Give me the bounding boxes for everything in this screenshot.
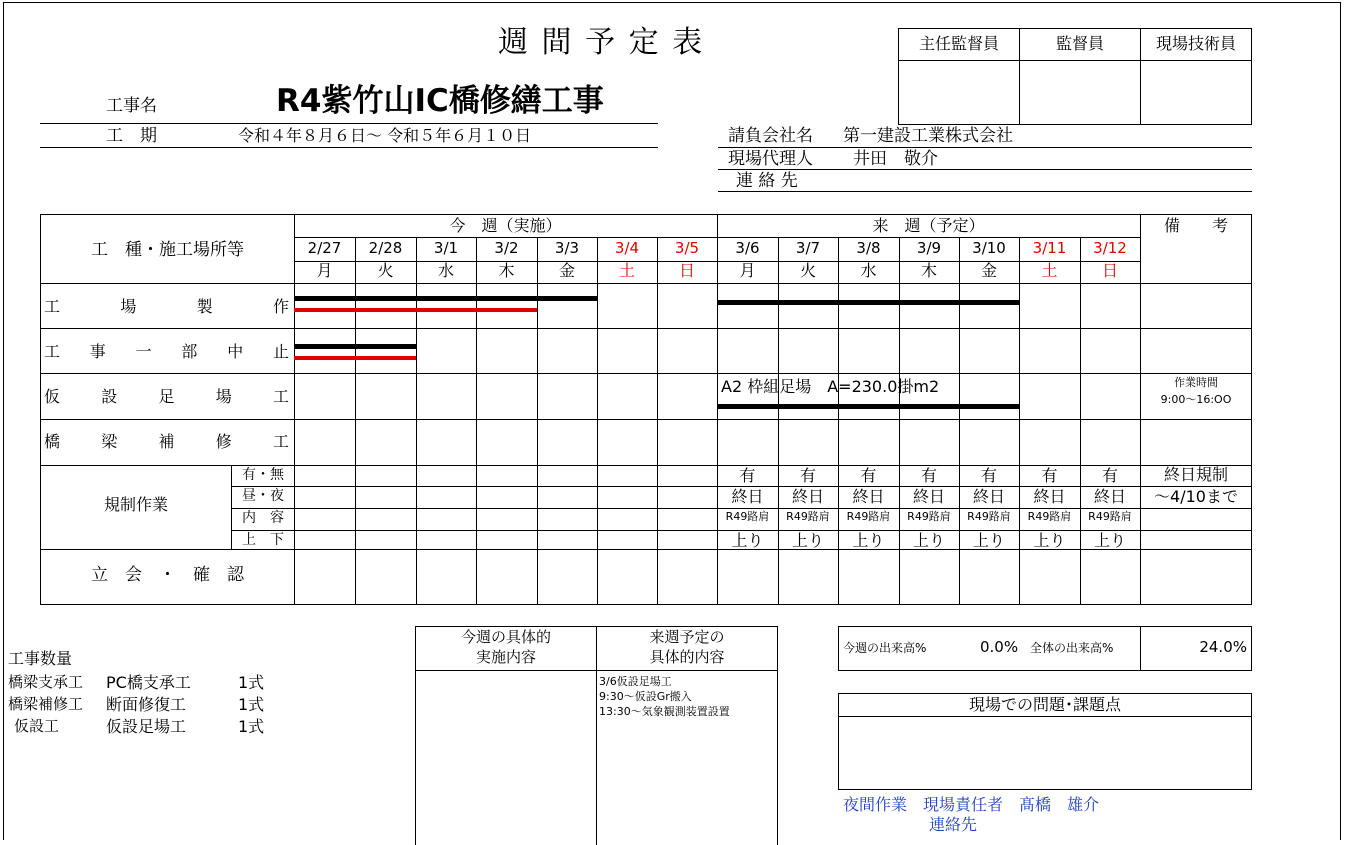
regulation-value-12-1: 終日	[1033, 487, 1066, 506]
quantity-category-2: 仮設工	[14, 717, 60, 735]
grid-row-line	[40, 283, 1252, 284]
regulation-value-12-3: 上り	[1033, 531, 1066, 550]
grid-row-line	[40, 549, 1252, 550]
scaffold-remarks-line-2: 9:00～16:OO	[1160, 393, 1232, 406]
regulation-value-11-2: R49路肩	[967, 510, 1011, 523]
night-work-line-1: 夜間作業 現場責任者 髙橋 雄介	[843, 795, 1100, 814]
regulation-sub-label-3: 上 下	[242, 532, 284, 548]
next-week-detail-line-0: 3/6仮設足場工	[599, 675, 672, 688]
day-date-4: 3/3	[554, 239, 580, 257]
grid-row-line	[40, 373, 1252, 374]
next-week-detail-line-1: 9:30～仮設Gr搬入	[599, 690, 692, 703]
regulation-value-13-1: 終日	[1093, 487, 1126, 506]
grid-day-col-line	[476, 237, 477, 605]
regulation-value-7-2: R49路肩	[725, 510, 770, 523]
approval-site-engineer: 現場技術員	[1155, 34, 1236, 53]
day-dow-1: 火	[377, 261, 394, 280]
next-week-detail-line-2: 13:30～気象観測装置設置	[599, 705, 730, 718]
day-dow-6: 日	[678, 261, 695, 280]
contractor-company: 第一建設工業株式会社	[843, 126, 1013, 146]
day-dow-11: 金	[980, 261, 997, 280]
work-row-label-1: 工 事 一 部 中 止	[44, 342, 289, 361]
regulation-sub-label-0: 有・無	[242, 467, 284, 483]
regulation-value-7-1: 終日	[731, 487, 764, 506]
contractor-line-3	[718, 191, 1252, 192]
gantt-bar-black-0	[294, 296, 597, 301]
day-date-5: 3/4	[614, 239, 640, 257]
grid-day-col-line	[416, 237, 417, 605]
night-work-line-2: 連絡先	[929, 815, 978, 834]
grid-subrow-line	[231, 508, 1252, 509]
approval-supervisor: 監督員	[1055, 34, 1104, 53]
grid-day-col-line	[899, 237, 900, 605]
day-date-1: 2/28	[368, 239, 403, 257]
day-date-3: 3/2	[494, 239, 519, 257]
regulation-value-13-2: R49路肩	[1088, 510, 1132, 523]
this-week-details-header-1: 今週の具体的	[460, 628, 551, 646]
day-dow-8: 火	[799, 261, 816, 280]
day-dow-0: 月	[316, 261, 333, 280]
grid-right-border	[1251, 214, 1252, 605]
regulation-value-7-3: 上り	[731, 531, 764, 550]
contractor-agent: 井田 敬介	[853, 149, 938, 169]
total-progress-label: 全体の出来高%	[1030, 641, 1114, 655]
regulation-sub-label-2: 内 容	[242, 510, 284, 526]
gantt-bar-black-2	[717, 300, 1019, 305]
regulation-value-10-2: R49路肩	[907, 510, 951, 523]
quantity-item-2: 仮設足場工	[106, 717, 187, 736]
day-dow-3: 木	[498, 261, 515, 280]
work-row-label-3: 橋 梁 補 修 工	[44, 432, 289, 451]
grid-day-col-line	[657, 237, 658, 605]
quantities-title: 工事数量	[8, 649, 73, 668]
regulation-sub-label-1: 昼・夜	[242, 488, 284, 504]
quantity-item-0: PC橋支承工	[106, 673, 191, 692]
grid-row-line	[40, 465, 1252, 466]
contractor-contact-label: 連 絡 先	[736, 171, 798, 191]
regulation-value-10-3: 上り	[912, 531, 945, 550]
next-week-details-header-2: 具体的内容	[649, 648, 725, 666]
regulation-value-12-2: R49路肩	[1027, 510, 1072, 523]
regulation-remarks-line-1: 終日規制	[1163, 465, 1228, 484]
day-dow-4: 金	[558, 261, 575, 280]
row-header-label: 工 種・施工場所等	[91, 240, 244, 260]
project-period: 令和４年８月６日～ 令和５年６月１０日	[238, 126, 532, 145]
weekly-progress-label: 今週の出来高%	[843, 641, 927, 655]
issues-title: 現場での問題･課題点	[968, 695, 1121, 714]
regulation-value-9-3: 上り	[852, 531, 885, 550]
grid-day-col-line	[537, 237, 538, 605]
quantity-item-1: 断面修復工	[106, 695, 187, 714]
quantity-qty-0: 1式	[238, 673, 265, 692]
grid-left-border	[40, 214, 41, 605]
contractor-agent-label: 現場代理人	[728, 149, 813, 169]
day-date-8: 3/7	[795, 239, 821, 257]
scaffold-note: A2 枠組足場 A=230.0掛m2	[721, 377, 940, 396]
regulation-value-8-2: R49路肩	[786, 510, 830, 523]
gantt-bar-black-3	[294, 344, 416, 349]
next-week-label: 来 週（予定）	[872, 216, 985, 235]
project-name: R4紫竹山IC橋修繕工事	[276, 83, 604, 119]
day-dow-12: 土	[1041, 261, 1058, 280]
total-progress-value: 24.0%	[1199, 638, 1247, 656]
gantt-bar-red-4	[294, 356, 416, 360]
gantt-bar-red-1	[294, 308, 537, 312]
remarks-label: 備 考	[1163, 216, 1228, 235]
day-date-9: 3/8	[856, 239, 881, 257]
day-date-2: 3/1	[433, 239, 459, 257]
project-name-underline	[40, 123, 658, 124]
regulation-value-10-1: 終日	[912, 487, 945, 506]
regulation-value-8-1: 終日	[791, 487, 824, 506]
grid-row-line	[40, 328, 1252, 329]
weekly-progress-value: 0.0%	[980, 638, 1019, 656]
project-period-underline	[40, 147, 658, 148]
regulation-label: 規制作業	[103, 495, 168, 514]
grid-day-col-line	[1080, 237, 1081, 605]
grid-day-col-line	[959, 237, 960, 605]
regulation-value-12-0: 有	[1041, 466, 1058, 485]
contractor-line-2	[718, 169, 1252, 170]
next-week-details-header-1: 来週予定の	[649, 628, 725, 646]
regulation-value-11-3: 上り	[972, 531, 1005, 550]
work-row-label-0: 工 場 製 作	[44, 297, 289, 316]
day-dow-9: 水	[860, 261, 877, 280]
grid-day-col-line	[778, 237, 779, 605]
regulation-value-8-0: 有	[799, 466, 816, 485]
quantity-qty-1: 1式	[238, 695, 265, 714]
day-date-6: 3/5	[674, 239, 700, 257]
day-date-13: 3/12	[1093, 239, 1127, 257]
contractor-company-label: 請負会社名	[728, 126, 813, 146]
regulation-value-11-0: 有	[980, 466, 997, 485]
regulation-value-7-0: 有	[739, 466, 756, 485]
grid-day-col-line	[597, 237, 598, 605]
project-period-label: 工 期	[106, 126, 157, 146]
this-week-details-header-2: 実施内容	[475, 648, 536, 666]
grid-row-line	[40, 419, 1252, 420]
regulation-value-11-1: 終日	[972, 487, 1005, 506]
contractor-line-1	[718, 147, 1252, 148]
regulation-value-13-0: 有	[1101, 466, 1118, 485]
regulation-value-10-0: 有	[920, 466, 937, 485]
day-dow-2: 水	[437, 261, 454, 280]
regulation-value-8-3: 上り	[791, 531, 824, 550]
gantt-bar-black-5	[717, 404, 1019, 409]
day-date-11: 3/10	[972, 239, 1006, 257]
regulation-value-9-1: 終日	[852, 487, 885, 506]
work-row-label-2: 仮 設 足 場 工	[44, 387, 289, 406]
day-date-12: 3/11	[1032, 239, 1067, 257]
grid-day-col-line	[355, 237, 356, 605]
approval-chief-supervisor: 主任監督員	[918, 34, 999, 53]
grid-day-col-line	[838, 237, 839, 605]
day-date-10: 3/9	[916, 239, 942, 257]
quantity-category-1: 橋梁補修工	[8, 695, 84, 713]
grid-day-col-line	[1140, 214, 1141, 605]
regulation-value-9-0: 有	[860, 466, 877, 485]
day-dow-5: 土	[618, 261, 635, 280]
quantity-category-0: 橋梁支承工	[8, 673, 84, 691]
this-week-label: 今 週（実施）	[449, 216, 562, 235]
regulation-value-9-2: R49路肩	[846, 510, 891, 523]
inspection-label: 立 会 ・ 確 認	[91, 565, 244, 585]
day-date-7: 3/6	[735, 239, 760, 257]
quantity-qty-2: 1式	[238, 717, 265, 736]
day-date-0: 2/27	[307, 239, 342, 257]
grid-row-line	[40, 604, 1252, 605]
day-dow-10: 木	[920, 261, 937, 280]
grid-row-line	[40, 214, 1252, 215]
scaffold-remarks-line-1: 作業時間	[1174, 376, 1218, 389]
grid-day-col-line	[1019, 237, 1020, 605]
day-dow-13: 日	[1101, 261, 1118, 280]
day-dow-7: 月	[739, 261, 756, 280]
page-title: 週 間 予 定 表	[498, 25, 705, 60]
regulation-remarks-line-2: ～4/10まで	[1154, 487, 1238, 506]
project-name-label: 工事名	[106, 96, 157, 116]
regulation-value-13-3: 上り	[1093, 531, 1126, 550]
